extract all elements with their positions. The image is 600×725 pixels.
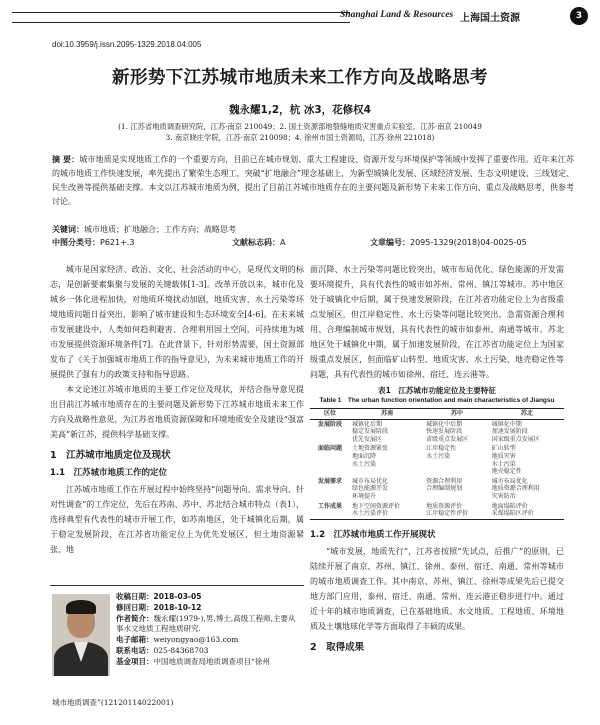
table-cell: 城镇化中后期 快速发展阶段 省级重点发展区 [426, 420, 469, 443]
table-cell: 地下空间资源评价 水土污染评价 [350, 502, 424, 520]
table-header: 苏北 [490, 409, 564, 420]
keywords-label: 关键词： [52, 225, 84, 234]
table-caption-cn: 表1 江苏城市功能定位及主要特征 [378, 386, 496, 395]
right-column [310, 262, 564, 658]
funding-continued: 城市地质调查”(12120114022001) [52, 698, 174, 707]
author-email: 电子邮箱：weiyongyao@163.com [116, 635, 239, 645]
article-number: 文章编号：2095-1329(2018)04-0025-05 [370, 238, 527, 247]
table-cell: 资源合理利用 合理编制规划 [426, 477, 463, 493]
author-phone: 联系电话：025-84368703 [116, 645, 209, 655]
clc-number: 中图分类号：P621+.3 [52, 238, 135, 247]
table-1 [310, 408, 564, 520]
table-row [310, 444, 564, 476]
abstract-text: 城市地质是实现地质工作的一个重要方向，目前已在城市规划、重大工程建设、资源开发与环境保护等领域中发挥了重要作用。近年来江苏的城市地质工作快速发展，率先提出了繁荣生态理工，突破“扩地融合”理念基础上，为新型城镇化发展、区域经济发展、生态文明建设、三线划定、民生改善等提供基础支撑。本文以江苏城市地质为例，提出了目前江苏城市地质存在的主要问题及新形势下未来工作方向、重点及战略思考，供参考讨论。 [52, 155, 574, 206]
section-heading: 1 江苏城市地质定位及现状 [50, 450, 171, 461]
table-row [310, 419, 564, 444]
left-column [50, 262, 304, 557]
issue-number-badge: 3 [570, 7, 588, 25]
document-code: 文献标志码：A [232, 238, 286, 247]
running-header [0, 0, 600, 30]
revised-date: 修回日期：2018-10-12 [116, 602, 202, 612]
paragraph: 面沉降、水土污染等问题比较突出，城市布局优化、绿色能源的开发需要环境提升，具有代表性的城市如苏州、常州、镇江等城市。苏中地区处于城镇化中后期，属于快速发展阶段，在江苏省功能定位上为省级重点发展区，但江岸稳定性、水土污染等问题比较突出，急需资源合理利用、合理编制城市规划，具有代表性的城市如泰州、南通等城市。苏北地区处于城镇化中期，属于加速发展阶段，在江苏省功能定位上为国家级重点发展区，但面临矿山转型、地质灾害、水土污染、地壳稳定性等问题，具有代表性的城市如徐州、宿迁、连云港等。 [310, 265, 564, 379]
table-row [310, 502, 564, 520]
paper-title: 新形势下江苏城市地质未来工作方向及战略思考 [112, 68, 488, 88]
table-row-label: 发展需求 [317, 477, 342, 485]
affiliation-line: (1. 江苏省地质调查研究院，江苏·南京 210049；2. 国土资源部地裂缝地质灾害重点实验室，江苏·南京 210049 [118, 122, 482, 131]
keywords-text: 城市地质；扩地融合；工作方向；战略思考 [84, 225, 236, 234]
author-info [116, 592, 302, 668]
subsection-heading: 1.1 江苏城市地质工作的定位 [50, 468, 168, 478]
funding: 基金项目：中国地质调查局地质调查项目“徐州 [116, 656, 270, 666]
author-photo [52, 594, 110, 676]
paragraph: “城市发展，地质先行”，江苏省按照“先试点，后推广”的原则，已陆续开展了南京、苏州、镇江、徐州、泰州、宿迁、南通、常州等城市的城市地质调查工作。其中南京、苏州、镇江、徐州等成果先后已提交地方部门应用，泰州、宿迁、南通、常州、连云港正稳步进行中。通过近十年的城市地质调查，已在基础地质、水文地质、工程地质、环境地质及土壤地球化学等方面取得了丰硕的成果。 [310, 546, 564, 631]
paragraph: 江苏城市地质工作在开展过程中始终坚持“问题导向、需求导向、针对性调查”的工作定位，先后在苏南、苏中、苏北结合城市特点（表1），选择典型有代表性的城市开展工作，如苏南地区，处于城镇化后期，属于稳定发展阶段，在江苏省功能定位上为优先发展区，但土地资源紧张、地 [50, 485, 304, 554]
table-row-label: 工作成果 [310, 502, 350, 520]
table-cell: 江岸稳定性 水土污染 [426, 445, 457, 460]
table-cell: 矿山转型 地质灾害 水土污染 地壳稳定性 [491, 445, 522, 476]
table-cell: 土地资源紧张 地面沉降 水土污染 [352, 445, 389, 468]
table-cell: 城镇化中期 加速发展阶段 国家级重点发展区 [491, 420, 540, 443]
section-heading: 2 取得成果 [310, 641, 365, 653]
table-row [310, 477, 564, 502]
author-bio: 作者简介：魏永耀(1979-),男,博士,高级工程师,主要从事水文地质工程地质研究. [116, 613, 296, 634]
table-cell: 城市布局优化 绿色能源开发 环境提升 [352, 477, 389, 500]
author-footnote [50, 585, 304, 713]
table-header: 苏中 [424, 409, 490, 420]
authors: 魏永耀1,2，杭 冰3，花修权4 [229, 104, 371, 116]
table-cell: 城镇化后期 稳定发展阶段 优先发展区 [352, 420, 389, 443]
table-caption-en: Table 1 The urban function orientation and main characteristics of Jiangsu [319, 397, 555, 404]
affiliation-line: 3. 南京晓庄学院，江苏·南京 210098；4. 徐州市国土资源局，江苏·徐州 221018) [165, 133, 435, 142]
journal-name-cn: 上海国土资源 [460, 13, 520, 24]
table-row-label: 发展阶段 [317, 420, 342, 428]
abstract [52, 153, 574, 223]
paragraph: 城市是国家经济、政治、文化、社会活动的中心，是现代文明的标志，是创新要素集聚与发展的关键载体[1-3]。改革开放以来，城市化及城乡一体化进程加快，对地质环境扰动加剧，地质灾害、水土污染等环境地质问题日益突出，影响了城市建设和生态环境安全[4-6]。在未来城市发展建设中，人类如何趋利避害、合理利用国土空间，可持续地为城市发展提供资源环境条件[7]。在此背景下，针对形势需要，国土资源部发布了《关于加强城市地质工作的指导意见》，为未来城市地质工作的开展提供了强有力的政策支持和指导思路。 [50, 265, 304, 379]
abstract-label: 摘 要： [52, 155, 80, 164]
table-cell: 地面塌陷评价 采煤塌陷区评价 [490, 502, 564, 520]
table-header: 苏南 [350, 409, 424, 420]
subsection-heading: 1.2 江苏城市地质工作开展现状 [310, 529, 436, 540]
keywords [52, 223, 574, 237]
table-cell: 城市布局优化 地质资源合理利用 灾害防治 [491, 477, 540, 500]
paragraph: 本文论述江苏城市地质的主要工作定位及现状，并结合指导意见提出目前江苏城市地质存在的主要问题及新形势下江苏城市地质未来工作方向及战略性意见，为江苏省地质资源保障和环境地质安全及建设“强富美高”新江苏，提供科学基础支撑。 [50, 385, 304, 439]
doi: doi:10.3959/j.issn.2095-1329.2018.04.005 [52, 40, 202, 49]
journal-name-en: Shanghai Land & Resources [340, 10, 454, 20]
received-date: 收稿日期：2018-03-05 [116, 592, 202, 601]
table-cell: 地质资源评价 江岸稳定性评价 [424, 502, 490, 520]
table-row-label: 面临问题 [317, 445, 342, 453]
table-header: 区位 [310, 409, 350, 420]
